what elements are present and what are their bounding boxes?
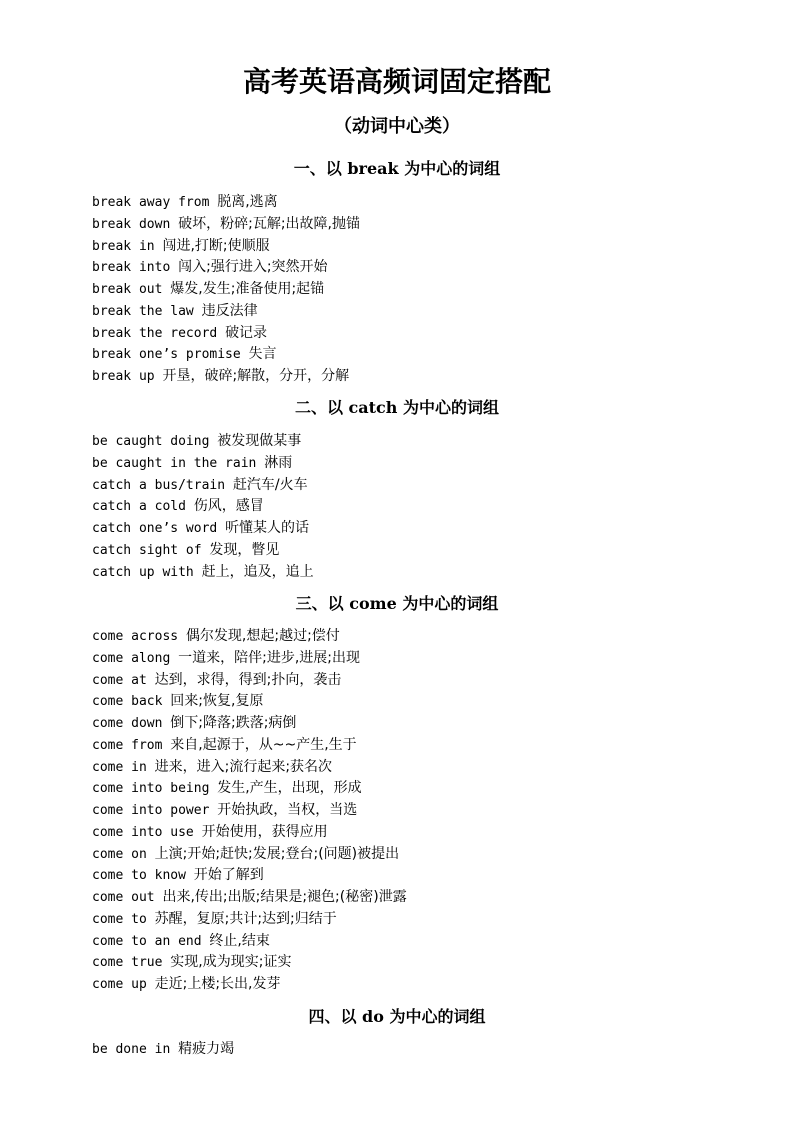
- phrase-meaning: 偶尔发现,想起;越过;偿付: [185, 628, 340, 644]
- phrase-entry: [92, 214, 752, 236]
- section-heading-do: 四、以 do 为中心的词组: [308, 1007, 486, 1026]
- phrase-text: be caught in the rain: [92, 455, 257, 471]
- phrase-text: come back: [92, 694, 163, 710]
- phrase-entry: [92, 366, 752, 388]
- phrase-entry: [92, 626, 752, 648]
- phrase-meaning: 终止,结束: [209, 932, 270, 949]
- phrase-entry: [92, 453, 752, 475]
- phrase-text: break the record: [92, 325, 218, 341]
- phrase-list-catch: [92, 431, 752, 583]
- phrase-text: break away from: [92, 195, 210, 210]
- phrase-text: break into: [92, 260, 171, 276]
- phrase-entry: [92, 648, 752, 670]
- phrase-entry: [92, 691, 752, 713]
- phrase-meaning: 破坏，粉碎;瓦解;出故障,抛锚: [178, 215, 360, 232]
- phrase-list-break: [92, 192, 752, 388]
- phrase-meaning: 脱离,逃离: [217, 194, 278, 210]
- phrase-meaning: 破记录: [225, 324, 268, 341]
- phrase-text: be done in: [92, 1042, 171, 1057]
- phrase-text: break out: [92, 282, 163, 297]
- phrase-text: come from: [92, 737, 163, 753]
- phrase-entry: [92, 236, 752, 258]
- phrase-meaning: 开垦，破碎;解散，分开，分解: [162, 368, 350, 384]
- phrase-text: come into being: [92, 781, 210, 797]
- phrase-text: catch a bus/train: [92, 477, 226, 493]
- phrase-entry: [92, 562, 752, 584]
- phrase-meaning: 苏醒，复原;共计;达到;归结于: [154, 910, 337, 927]
- page-subtitle: （动词中心类）: [334, 116, 460, 137]
- phrase-meaning: 违反法律: [201, 302, 258, 319]
- phrase-meaning: 被发现做某事: [217, 433, 302, 449]
- phrase-entry: [92, 778, 752, 800]
- phrase-meaning: 发现，瞥见: [209, 541, 280, 558]
- phrase-entry: [92, 323, 752, 345]
- phrase-meaning: 淋雨: [264, 454, 293, 471]
- phrase-entry: [92, 887, 752, 909]
- phrase-meaning: 闯进,打断;使顺服: [162, 237, 270, 254]
- phrase-entry: [92, 496, 752, 518]
- phrase-meaning: 倒下;降落;跌落;病倒: [170, 715, 297, 731]
- phrase-meaning: 闯入;强行进入;突然开始: [178, 259, 328, 276]
- phrase-text: come along: [92, 650, 171, 666]
- phrase-entry: [92, 931, 752, 953]
- phrase-list-do: [92, 1039, 752, 1061]
- phrase-meaning: 出来,传出;出版;结果是;褪色;(秘密)泄露: [162, 889, 407, 905]
- phrase-text: come to: [92, 911, 147, 927]
- phrase-list-come: [92, 626, 752, 996]
- phrase-entry: [92, 909, 752, 931]
- phrase-entry: [92, 735, 752, 757]
- phrase-meaning: 走近;上楼;长出,发芽: [154, 976, 281, 992]
- phrase-entry: [92, 974, 752, 996]
- phrase-text: break the law: [92, 303, 194, 319]
- phrase-text: break one’s promise: [92, 347, 241, 363]
- phrase-entry: [92, 865, 752, 887]
- phrase-text: come to an end: [92, 933, 202, 949]
- phrase-meaning: 回来;恢复,复原: [170, 693, 264, 710]
- phrase-text: catch a cold: [92, 499, 186, 515]
- phrase-meaning: 精疲力竭: [178, 1041, 235, 1057]
- phrase-text: come out: [92, 890, 155, 905]
- section-heading-catch: 二、以 catch 为中心的词组: [294, 398, 500, 417]
- phrase-entry: [92, 301, 752, 323]
- phrase-entry: [92, 670, 752, 692]
- phrase-text: break up: [92, 369, 155, 384]
- phrase-entry: [92, 822, 752, 844]
- phrase-meaning: 开始执政，当权，当选: [217, 802, 358, 818]
- phrase-text: come into use: [92, 824, 194, 840]
- phrase-entry: [92, 518, 752, 540]
- phrase-text: come up: [92, 977, 147, 992]
- phrase-text: catch one’s word: [92, 521, 218, 536]
- page-title: 高考英语高频词固定搭配: [242, 65, 551, 98]
- phrase-meaning: 一道来，陪伴;进步,进展;出现: [178, 649, 360, 666]
- phrase-meaning: 爆发,发生;准备使用;起锚: [170, 281, 325, 297]
- phrase-meaning: 开始了解到: [193, 867, 264, 884]
- phrase-text: come to know: [92, 868, 186, 884]
- phrase-meaning: 发生,产生，出现，形成: [217, 780, 362, 797]
- phrase-entry: [92, 713, 752, 735]
- phrase-meaning: 开始使用，获得应用: [201, 823, 328, 840]
- phrase-text: break in: [92, 238, 155, 254]
- phrase-text: come across: [92, 629, 179, 644]
- phrase-entry: [92, 757, 752, 779]
- phrase-entry: [92, 344, 752, 366]
- phrase-entry: [92, 279, 752, 301]
- section-heading-come: 三、以 come 为中心的词组: [295, 594, 499, 613]
- phrase-meaning: 伤风，感冒: [193, 498, 264, 515]
- phrase-entry: [92, 257, 752, 279]
- phrase-entry: [92, 952, 752, 974]
- phrase-entry: [92, 475, 752, 497]
- phrase-meaning: 来自,起源于，从~~产生,生于: [170, 736, 357, 753]
- phrase-entry: [92, 192, 752, 214]
- phrase-meaning: 进来，进入;流行起来;获名次: [154, 758, 333, 775]
- phrase-meaning: 上演;开始;赶快;发展;登台;(问题)被提出: [154, 845, 400, 862]
- phrase-text: come true: [92, 955, 163, 971]
- section-heading-break: 一、以 break 为中心的词组: [293, 159, 501, 178]
- phrase-entry: [92, 1039, 752, 1061]
- phrase-entry: [92, 800, 752, 822]
- phrase-text: catch sight of: [92, 542, 202, 558]
- phrase-entry: [92, 540, 752, 562]
- phrase-text: be caught doing: [92, 434, 210, 449]
- phrase-meaning: 赶汽车/火车: [232, 476, 308, 493]
- phrase-meaning: 实现,成为现实;证实: [170, 954, 292, 971]
- phrase-text: catch up with: [92, 564, 194, 580]
- phrase-entry: [92, 431, 752, 453]
- phrase-text: come at: [92, 672, 147, 688]
- phrase-meaning: 赶上，追及，追上: [201, 563, 314, 580]
- phrase-text: come in: [92, 759, 147, 775]
- phrase-text: break down: [92, 216, 171, 232]
- phrase-text: come down: [92, 716, 163, 731]
- phrase-meaning: 失言: [248, 346, 277, 363]
- phrase-meaning: 听懂某人的话: [225, 520, 310, 536]
- phrase-meaning: 达到，求得，得到;扑向，袭击: [154, 671, 342, 688]
- phrase-text: come on: [92, 846, 147, 862]
- phrase-text: come into power: [92, 803, 210, 818]
- phrase-entry: [92, 844, 752, 866]
